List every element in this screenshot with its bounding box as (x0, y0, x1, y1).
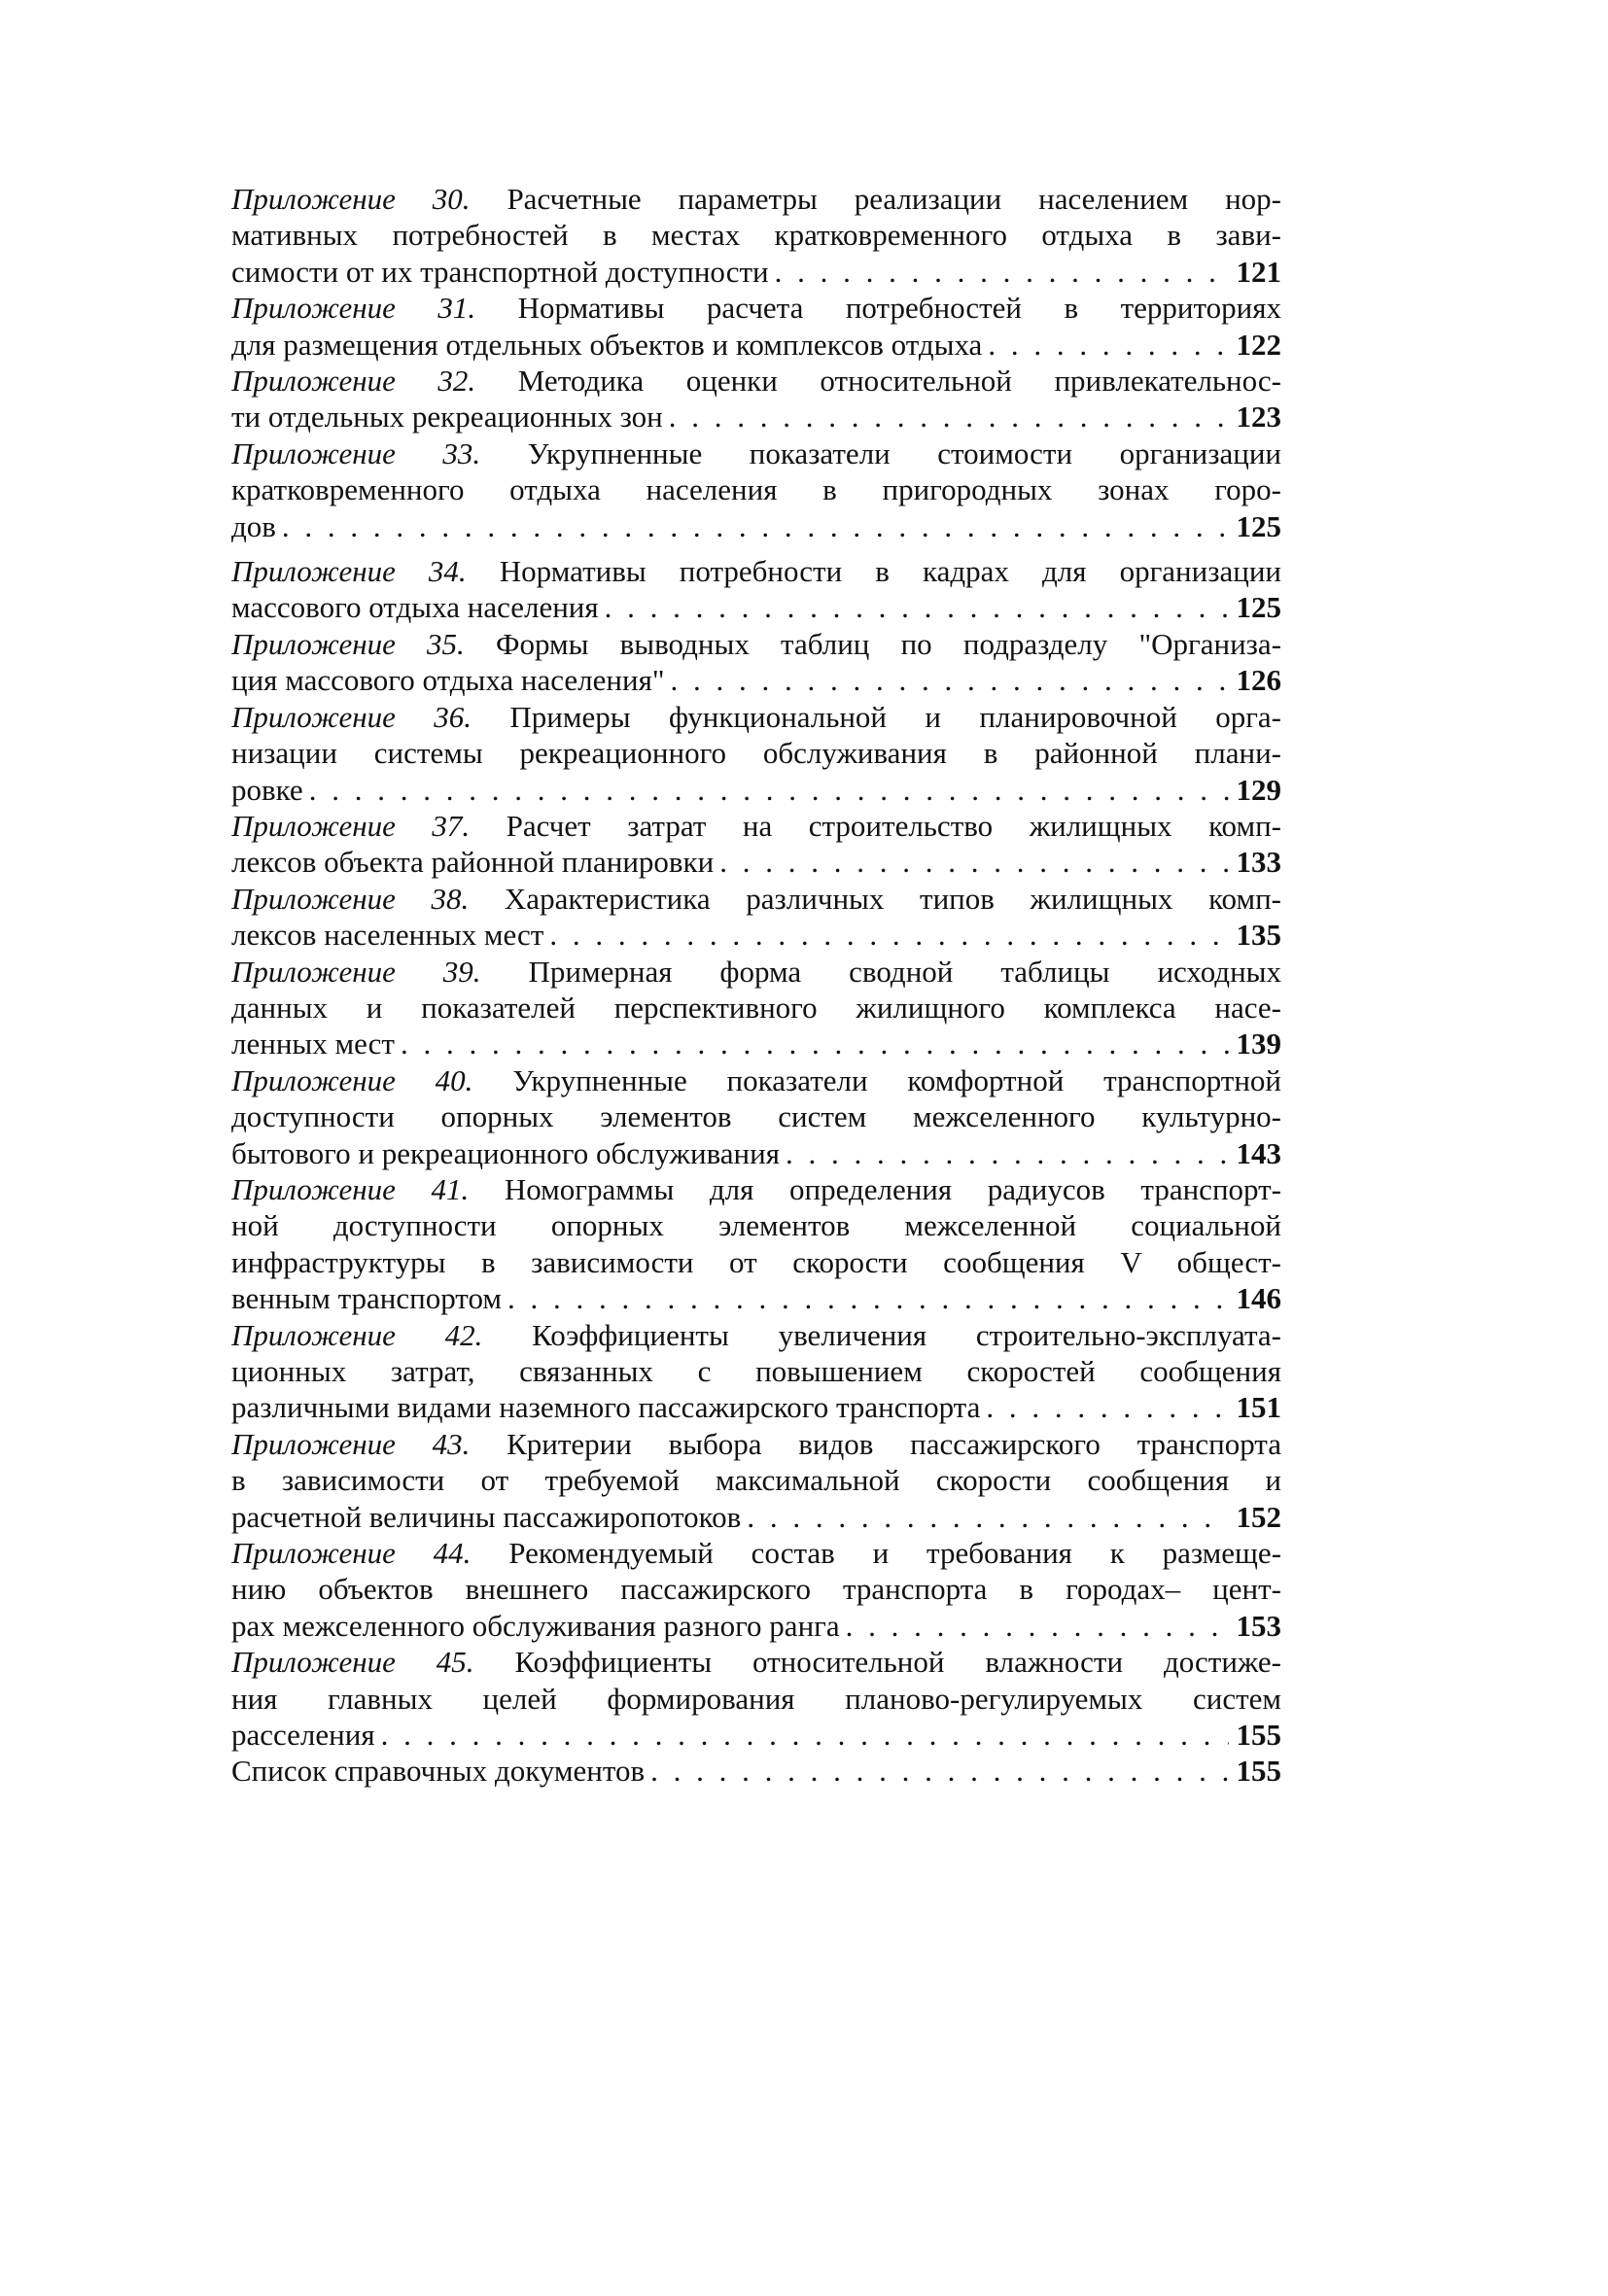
toc-entry-last-line (231, 1753, 1281, 1789)
entry-title-text: различными видами наземного пассажирского транспорта (231, 1390, 981, 1425)
entry-title-text: симости от их транспортной доступности (231, 254, 769, 289)
toc-entry-32 (231, 363, 1281, 435)
toc-entry-line (231, 290, 1281, 326)
toc-entry-line (231, 808, 1281, 844)
toc-entry-last-line (231, 1135, 1281, 1171)
dot-leader (381, 1717, 1229, 1753)
entry-title-text: Примерная форма сводной таблицы исходных (528, 954, 1281, 989)
toc-entry-line: мативных потребностей в местах кратковременного отдыха в зави- (231, 218, 1281, 253)
entry-title-text: Укрупненные показатели стоимости организации (527, 435, 1281, 470)
entry-title-text: Методика оценки относительной привлекательнос- (517, 364, 1281, 399)
toc-entry-line: доступности опорных элементов систем межселенного культурно- (231, 1099, 1281, 1134)
entry-title-text: Критерии выбора видов пассажирского транспорта (507, 1426, 1281, 1461)
page-number: 125 (1236, 508, 1281, 543)
page-number: 121 (1236, 254, 1281, 289)
toc-entry-line: низации системы рекреационного обслуживания в районной плани- (231, 736, 1281, 771)
entry-title-text: Характеристика различных типов жилищных комп- (504, 881, 1281, 916)
toc-entry-last-line (231, 589, 1281, 625)
toc-entry-reference-list (231, 1753, 1281, 1789)
appendix-label: Приложение 34. (231, 554, 467, 589)
dot-leader (605, 589, 1229, 625)
toc-entry-line (231, 1426, 1281, 1462)
page-number: 139 (1236, 1026, 1281, 1061)
toc-entry-last-line (231, 1499, 1281, 1535)
appendix-label: Приложение 45. (231, 1645, 474, 1680)
toc-entry-31 (231, 290, 1281, 363)
toc-entry-line: инфраструктуры в зависимости от скорости сообщения V общест- (231, 1244, 1281, 1279)
toc-entry-last-line (231, 508, 1281, 544)
toc-entry-last-line (231, 399, 1281, 435)
dot-leader (669, 399, 1229, 435)
page-number: 126 (1236, 663, 1281, 698)
toc-entry-line (231, 435, 1281, 471)
dot-leader (786, 1135, 1229, 1171)
entry-title-text: бытового и рекреационного обслуживания (231, 1135, 780, 1170)
toc-entry-line: ной доступности опорных элементов межселенной социальной (231, 1208, 1281, 1243)
dot-leader (719, 844, 1228, 880)
entry-title-text: лексов объекта районной планировки (231, 845, 715, 880)
entry-title-text: Рекомендуемый состав и требования к размеще- (508, 1536, 1281, 1571)
entry-title-text: Коэффициенты увеличения строительно-эксплуата- (532, 1317, 1281, 1352)
page-number: 123 (1236, 400, 1281, 435)
entry-title-text: Примеры функциональной и планировочной орга- (509, 699, 1281, 734)
toc-entry-30 (231, 181, 1281, 290)
dot-leader (282, 508, 1229, 544)
entry-title-text: венным транспортом (231, 1281, 502, 1316)
toc-entry-line (231, 1644, 1281, 1680)
entry-title-text: Расчет затрат на строительство жилищных комп- (506, 808, 1281, 843)
page-number: 125 (1236, 590, 1281, 625)
toc-entry-last-line (231, 917, 1281, 953)
dot-leader (650, 1753, 1228, 1789)
appendix-label: Приложение 32. (231, 364, 476, 399)
toc-entry-last-line (231, 1608, 1281, 1644)
toc-entry-line: нию объектов внешнего пассажирского транспорта в городах– цент- (231, 1572, 1281, 1607)
page-number: 133 (1236, 845, 1281, 880)
toc-entry-line (231, 181, 1281, 217)
entry-title-text: ровке (231, 772, 303, 807)
toc-entry-35 (231, 626, 1281, 699)
appendix-label: Приложение 43. (231, 1426, 471, 1461)
appendix-label: Приложение 42. (231, 1317, 483, 1352)
dot-leader (988, 327, 1228, 363)
dot-leader (775, 254, 1229, 290)
entry-title-text: Нормативы расчета потребностей в территориях (517, 291, 1281, 326)
page-number: 135 (1236, 918, 1281, 953)
dot-leader (747, 1499, 1228, 1535)
entry-title-text: для размещения отдельных объектов и комплексов отдыха (231, 327, 983, 362)
toc-entry-line (231, 881, 1281, 917)
page-number: 155 (1236, 1718, 1281, 1753)
dot-leader (401, 1026, 1229, 1061)
toc-entry-33 (231, 435, 1281, 544)
appendix-label: Приложение 30. (231, 182, 471, 216)
page-number: 155 (1236, 1754, 1281, 1789)
page-number: 151 (1236, 1390, 1281, 1425)
dot-leader (309, 772, 1229, 808)
toc-entry-line (231, 1062, 1281, 1098)
appendix-label: Приложение 44. (231, 1536, 472, 1571)
toc-entry-36 (231, 699, 1281, 808)
page-number: 122 (1236, 327, 1281, 362)
appendix-label: Приложение 41. (231, 1171, 470, 1206)
page-number: 143 (1236, 1135, 1281, 1170)
toc-entry-line (231, 1317, 1281, 1353)
page-number: 153 (1236, 1608, 1281, 1643)
entry-title-text: массового отдыха населения (231, 590, 599, 625)
entry-title-text: Коэффициенты относительной влажности достиже- (514, 1645, 1281, 1680)
toc-entry-line (231, 363, 1281, 399)
entry-title-text: Список справочных документов (231, 1754, 646, 1789)
toc-entry-line: в зависимости от требуемой максимальной скорости сообщения и (231, 1463, 1281, 1498)
entry-title-text: Формы выводных таблиц по подразделу "Организа- (496, 626, 1281, 661)
toc-entry-line (231, 1171, 1281, 1207)
toc-entry-line (231, 1535, 1281, 1571)
toc-entry-line: ния главных целей формирования планово-регулируемых систем (231, 1681, 1281, 1716)
table-of-contents (231, 181, 1281, 1790)
toc-entry-38 (231, 881, 1281, 954)
toc-entry-line (231, 626, 1281, 662)
toc-entry-44 (231, 1535, 1281, 1644)
dot-leader (846, 1608, 1229, 1644)
appendix-label: Приложение 39. (231, 954, 481, 989)
toc-entry-37 (231, 808, 1281, 881)
dot-leader (986, 1389, 1228, 1425)
appendix-label: Приложение 40. (231, 1062, 473, 1097)
appendix-label: Приложение 31. (231, 291, 476, 326)
entry-title-text: дов (231, 508, 276, 543)
appendix-label: Приложение 35. (231, 626, 465, 661)
toc-entry-line (231, 954, 1281, 990)
dot-leader (507, 1280, 1229, 1316)
entry-title-text: ти отдельных рекреационных зон (231, 400, 663, 435)
entry-title-text: Номограммы для определения радиусов транспорт- (504, 1171, 1281, 1206)
dot-leader (549, 917, 1228, 953)
dot-leader (671, 662, 1229, 698)
toc-entry-last-line (231, 772, 1281, 808)
appendix-label: Приложение 36. (231, 699, 472, 734)
entry-title-text: рах межселенного обслуживания разного ранга (231, 1608, 840, 1643)
toc-entry-41 (231, 1171, 1281, 1317)
toc-entry-line (231, 553, 1281, 589)
page-number: 129 (1236, 772, 1281, 807)
entry-title-text: расселения (231, 1718, 375, 1753)
entry-title-text: Укрупненные показатели комфортной транспортной (512, 1062, 1281, 1097)
toc-entry-39 (231, 954, 1281, 1062)
entry-title-text: Нормативы потребности в кадрах для организации (499, 554, 1281, 589)
toc-entry-line (231, 699, 1281, 735)
toc-entry-line: данных и показателей перспективного жилищного комплекса насе- (231, 990, 1281, 1025)
toc-entry-line: кратковременного отдыха населения в пригородных зонах горо- (231, 472, 1281, 507)
entry-title-text: лексов населенных мест (231, 918, 544, 953)
toc-entry-last-line (231, 254, 1281, 290)
toc-entry-43 (231, 1426, 1281, 1535)
toc-entry-34 (231, 553, 1281, 626)
entry-title-text: ленных мест (231, 1026, 395, 1061)
toc-entry-45 (231, 1644, 1281, 1753)
entry-title-text: ция массового отдыха населения" (231, 663, 665, 698)
toc-entry-last-line (231, 1280, 1281, 1316)
toc-entry-last-line (231, 1026, 1281, 1061)
page-number: 146 (1236, 1281, 1281, 1316)
appendix-label: Приложение 33. (231, 435, 481, 470)
toc-entry-last-line (231, 1389, 1281, 1425)
toc-entry-line: ционных затрат, связанных с повышением скоростей сообщения (231, 1354, 1281, 1388)
toc-entry-last-line (231, 844, 1281, 880)
entry-title-text: Расчетные параметры реализации населением нор- (507, 182, 1281, 216)
toc-entry-last-line (231, 662, 1281, 698)
appendix-label: Приложение 37. (231, 808, 471, 843)
toc-entry-last-line (231, 327, 1281, 363)
entry-title-text: расчетной величины пассажиропотоков (231, 1499, 742, 1534)
toc-entry-42 (231, 1317, 1281, 1426)
appendix-label: Приложение 38. (231, 881, 470, 916)
toc-entry-last-line (231, 1717, 1281, 1753)
toc-entry-40 (231, 1062, 1281, 1171)
page-number: 152 (1236, 1499, 1281, 1534)
